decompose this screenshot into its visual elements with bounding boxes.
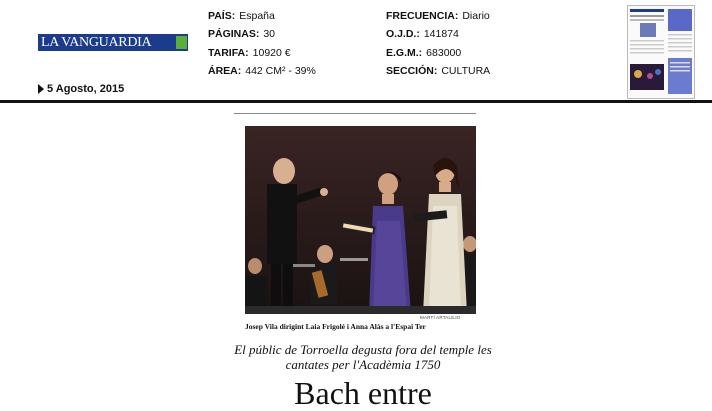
meta-value: España <box>239 10 275 22</box>
meta-label: TARIFA: <box>208 47 249 59</box>
meta-value: 141874 <box>423 28 459 40</box>
photo-caption: Josep Vila dirigint Laia Frigolé i Anna Alàs a l'Espai Ter <box>245 322 426 331</box>
meta-label: FRECUENCIA: <box>386 10 459 22</box>
header-divider <box>0 100 712 103</box>
article-headline: Bach entre <box>294 375 432 411</box>
meta-pages <box>208 27 275 41</box>
concert-photo-image <box>245 126 476 314</box>
meta-value: 30 <box>263 28 276 40</box>
logo-mark-icon <box>176 36 187 49</box>
meta-egm <box>386 46 461 60</box>
article-subheading: El públic de Torroella degusta fora del temple les cantates per l'Acadèmia 1750 <box>234 342 492 372</box>
meta-ojd <box>386 27 459 41</box>
meta-label: PAÍS: <box>208 10 236 22</box>
meta-frequency <box>386 9 490 23</box>
meta-value: Diario <box>462 10 490 22</box>
photo-credit: MARTÍ ARTALEJO <box>420 315 461 320</box>
meta-section <box>386 64 490 78</box>
meta-value: 442 CM² - 39% <box>245 65 316 77</box>
publication-date <box>38 83 124 95</box>
date-text: 5 Agosto, 2015 <box>47 83 125 95</box>
meta-rate <box>208 46 291 60</box>
meta-country <box>208 9 275 23</box>
page-thumbnail-image <box>628 6 694 98</box>
article-top-rule <box>234 113 476 114</box>
meta-value: CULTURA <box>441 65 491 77</box>
concert-photo <box>245 126 476 314</box>
logo-text: LA VANGUARDIA <box>41 35 152 50</box>
meta-label: O.J.D.: <box>386 28 420 40</box>
newspaper-logo <box>38 34 188 51</box>
meta-area <box>208 64 316 78</box>
triangle-bullet-icon <box>38 84 44 94</box>
meta-value: 10920 € <box>252 47 291 59</box>
meta-label: SECCIÓN: <box>386 65 438 77</box>
meta-label: E.G.M.: <box>386 47 423 59</box>
page-thumbnail <box>627 5 695 99</box>
meta-label: PÁGINAS: <box>208 28 260 40</box>
meta-label: ÁREA: <box>208 65 242 77</box>
meta-value: 683000 <box>426 47 462 59</box>
